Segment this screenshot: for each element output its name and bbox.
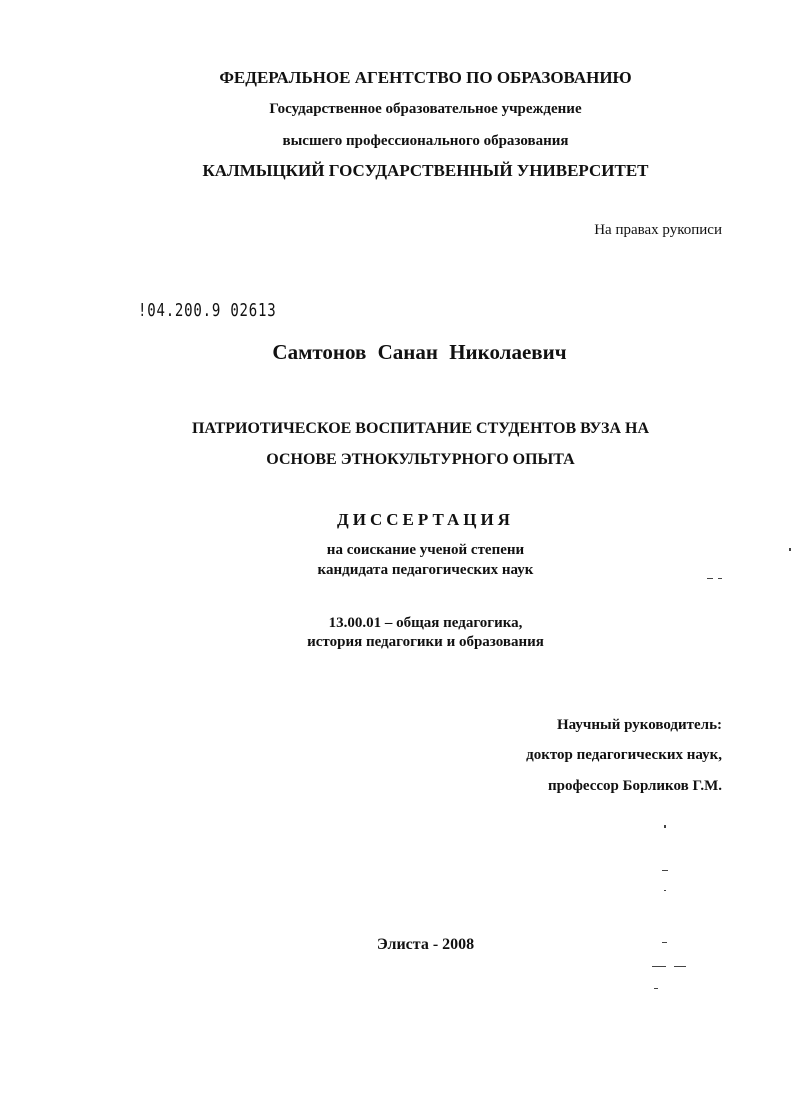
degree-line-2: кандидата педагогических наук	[317, 562, 534, 578]
degree-line-1: на соискание ученой степени	[326, 542, 525, 558]
scan-speck	[662, 870, 668, 871]
scan-speck	[718, 578, 722, 579]
author-name: Самтонов Санан Николаевич	[272, 340, 567, 364]
agency-name: ФЕДЕРАЛЬНОЕ АГЕНТСТВО ПО ОБРАЗОВАНИЮ	[219, 68, 632, 87]
registration-number: !04.200.9 02613	[138, 300, 277, 321]
rights-note: На правах рукописи	[594, 222, 722, 238]
supervisor-name: профессор Борликов Г.М.	[548, 778, 722, 794]
university-name: КАЛМЫЦКИЙ ГОСУДАРСТВЕННЫЙ УНИВЕРСИТЕТ	[202, 161, 649, 180]
scan-speck	[789, 548, 791, 551]
specialty-line-1: 13.00.01 – общая педагогика,	[328, 615, 523, 631]
supervisor-label: Научный руководитель:	[557, 717, 722, 733]
supervisor-degree: доктор педагогических наук,	[526, 747, 722, 763]
institution-line-2: высшего профессионального образования	[282, 133, 569, 149]
scan-speck	[652, 966, 666, 967]
scan-speck	[664, 825, 666, 828]
scan-speck	[674, 966, 686, 967]
dissertation-title-line-2: ОСНОВЕ ЭТНОКУЛЬТУРНОГО ОПЫТА	[266, 451, 575, 468]
scan-speck	[654, 988, 658, 989]
dissertation-title-line-1: ПАТРИОТИЧЕСКОЕ ВОСПИТАНИЕ СТУДЕНТОВ ВУЗА НА	[191, 420, 650, 437]
city-year: Элиста - 2008	[376, 936, 475, 953]
institution-line-1: Государственное образовательное учреждение	[269, 101, 582, 117]
dissertation-label: ДИССЕРТАЦИЯ	[337, 510, 514, 529]
scan-speck	[662, 942, 667, 943]
specialty-line-2: история педагогики и образования	[307, 634, 544, 650]
scan-speck	[707, 578, 713, 579]
scan-speck	[664, 890, 666, 891]
